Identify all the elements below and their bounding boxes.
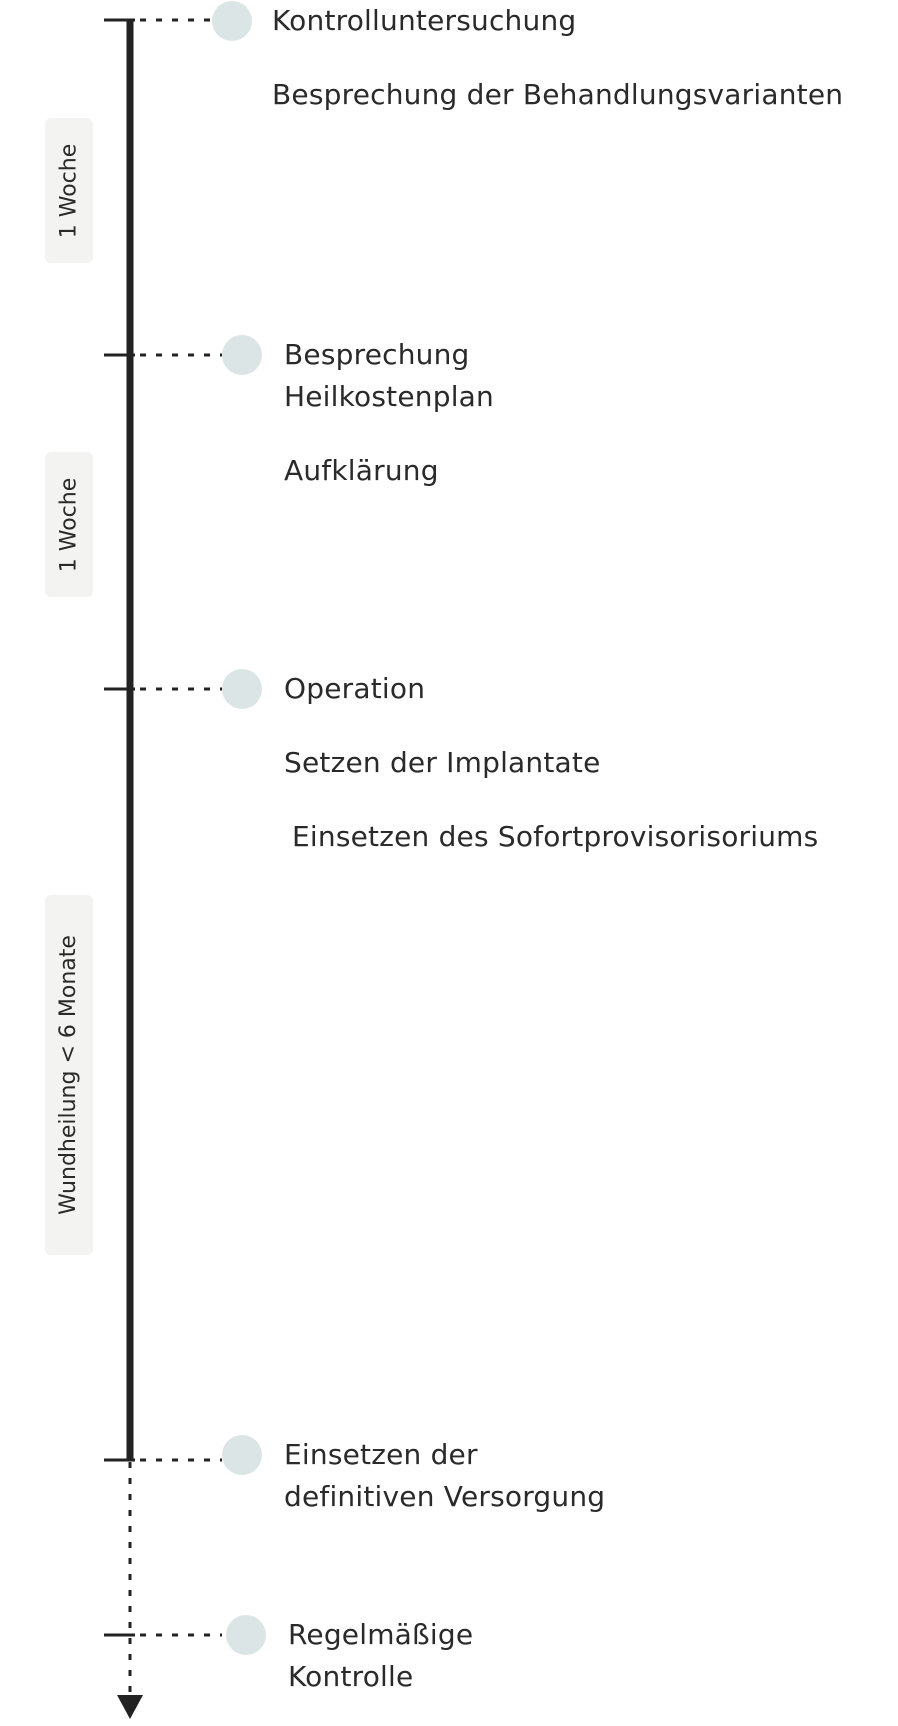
duration-label: 1 Woche bbox=[56, 477, 81, 572]
step-title: Einsetzen der bbox=[284, 1438, 478, 1471]
step-title: definitiven Versorgung bbox=[284, 1480, 606, 1513]
duration-label: 1 Woche bbox=[56, 143, 81, 238]
step-detail: Einsetzen des Sofortprovisorisoriums bbox=[292, 820, 819, 853]
step-title: Besprechung bbox=[284, 338, 470, 371]
step-title: Heilkostenplan bbox=[284, 380, 494, 413]
step-detail: Besprechung der Behandlungsvarianten bbox=[272, 78, 844, 111]
milestone-marker bbox=[222, 669, 262, 709]
step-title: Kontrolluntersuchung bbox=[272, 4, 577, 37]
duration-badge bbox=[45, 895, 93, 1255]
duration-badge bbox=[45, 118, 93, 263]
milestone-marker bbox=[222, 1435, 262, 1475]
milestone-marker bbox=[212, 1, 252, 41]
milestone-marker bbox=[222, 335, 262, 375]
timeline-arrow-icon bbox=[117, 1695, 143, 1719]
milestone-marker bbox=[226, 1615, 266, 1655]
step-detail: Setzen der Implantate bbox=[284, 746, 601, 779]
step-title: Operation bbox=[284, 672, 426, 705]
duration-label: Wundheilung < 6 Monate bbox=[56, 935, 81, 1215]
step-detail: Aufklärung bbox=[284, 454, 439, 487]
step-title: Kontrolle bbox=[288, 1660, 414, 1693]
duration-badge bbox=[45, 452, 93, 597]
step-title: Regelmäßige bbox=[288, 1618, 474, 1651]
